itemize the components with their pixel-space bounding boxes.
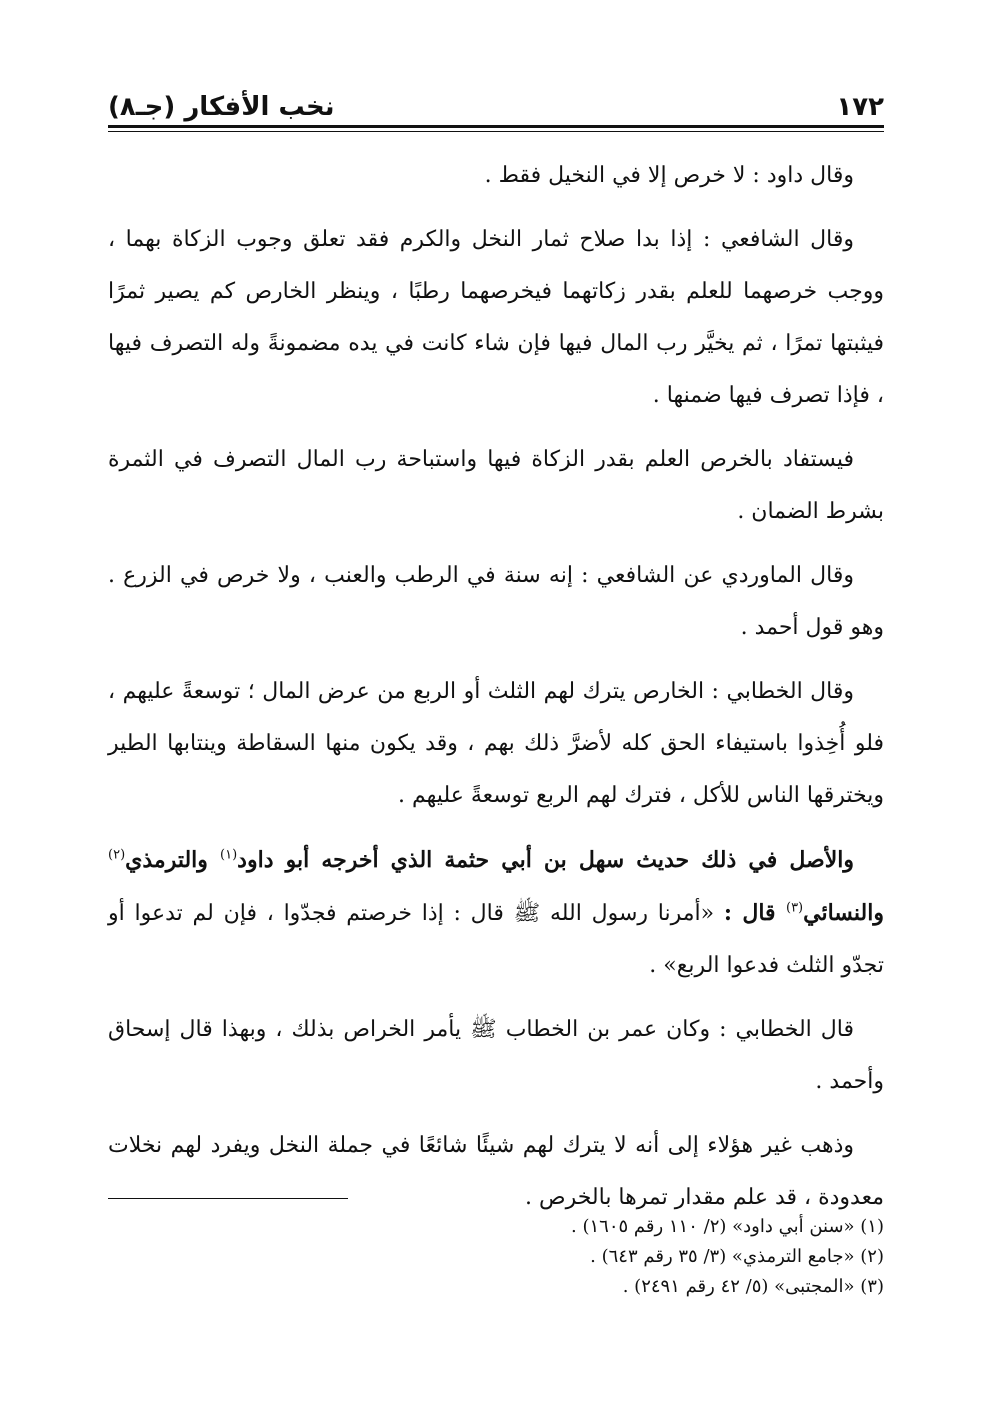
footnote: (١) «سنن أبي داود» (٢/ ١١٠ رقم ١٦٠٥) . xyxy=(571,1216,884,1237)
paragraph: وقال الخطابي : الخارص يترك لهم الثلث أو الربع من عرض المال ؛ توسعةً عليهم ، فلو أُخِذوا باستيفاء الحق كله لأضرَّ ذلك بهم ، وقد يكون منها السقاطة وينتابها الطير ويخترقها الناس للأكل ، فترك لهم الربع توسعةً عليهم . xyxy=(108,679,884,808)
hadith-quote: «أمرنا رسول الله ﷺ قال : إذا خرصتم فجدّوا ، فإن لم تدعوا أو تجدّو الثلث فدعوا الربع» . xyxy=(108,901,884,978)
paragraph: قال الخطابي : وكان عمر بن الخطاب ﷺ يأمر الخراص بذلك ، وبهذا قال إسحاق وأحمد . xyxy=(108,1017,884,1094)
footnote-separator xyxy=(108,1198,348,1199)
hadith-source-3: والنسائي xyxy=(803,900,884,926)
main-text xyxy=(108,150,884,1236)
paragraph: فيستفاد بالخرص العلم بقدر الزكاة فيها واستباحة رب المال التصرف في الثمرة بشرط الضمان . xyxy=(108,447,884,524)
hadith-paragraph xyxy=(108,834,884,992)
hadith-source-2: والترمذي xyxy=(125,847,221,873)
footnote-ref-1: (١) xyxy=(220,847,238,863)
footnote: (٢) «جامع الترمذي» (٣/ ٣٥ رقم ٦٤٣) . xyxy=(590,1246,884,1267)
footnote-ref-2: (٢) xyxy=(108,847,126,863)
running-header xyxy=(108,80,884,122)
footnotes xyxy=(108,1212,884,1302)
hadith-qala: قال : xyxy=(723,900,786,926)
paragraph: وذهب غير هؤلاء إلى أنه لا يترك لهم شيئًا شائعًا في جملة النخل ويفرد لهم نخلات معدودة ، قد علم مقدار تمرها بالخرص . xyxy=(108,1133,884,1210)
paragraph: وقال الماوردي عن الشافعي : إنه سنة في الرطب والعنب ، ولا خرص في الزرع . وهو قول أحمد . xyxy=(108,563,884,640)
page xyxy=(108,0,884,1417)
hadith-intro: والأصل في ذلك حديث سهل بن أبي حثمة الذي أخرجه أبو داود xyxy=(237,847,854,873)
book-title: نخب الأفكار (جـ٨) xyxy=(108,92,335,122)
header-rule-thin xyxy=(108,131,884,132)
footnote-ref-3: (٣) xyxy=(785,900,804,916)
header-rule xyxy=(108,125,884,128)
page-number: ١٧٢ xyxy=(836,92,884,122)
footnote: (٣) «المجتبى» (٥/ ٤٢ رقم ٢٤٩١) . xyxy=(622,1276,884,1297)
paragraph: وقال الشافعي : إذا بدا صلاح ثمار النخل والكرم فقد تعلق وجوب الزكاة بهما ، ووجب خرصهما للعلم بقدر زكاتهما فيخرصهما رطبًا ، وينظر الخارص كم يصير ثمرًا فيثبتها تمرًا ، ثم يخيَّر رب المال فيها فإن شاء كانت في يده مضمونةً وله التصرف فيها ، فإذا تصرف فيها ضمنها . xyxy=(108,227,884,408)
paragraph: وقال داود : لا خرص إلا في النخيل فقط . xyxy=(484,163,854,188)
